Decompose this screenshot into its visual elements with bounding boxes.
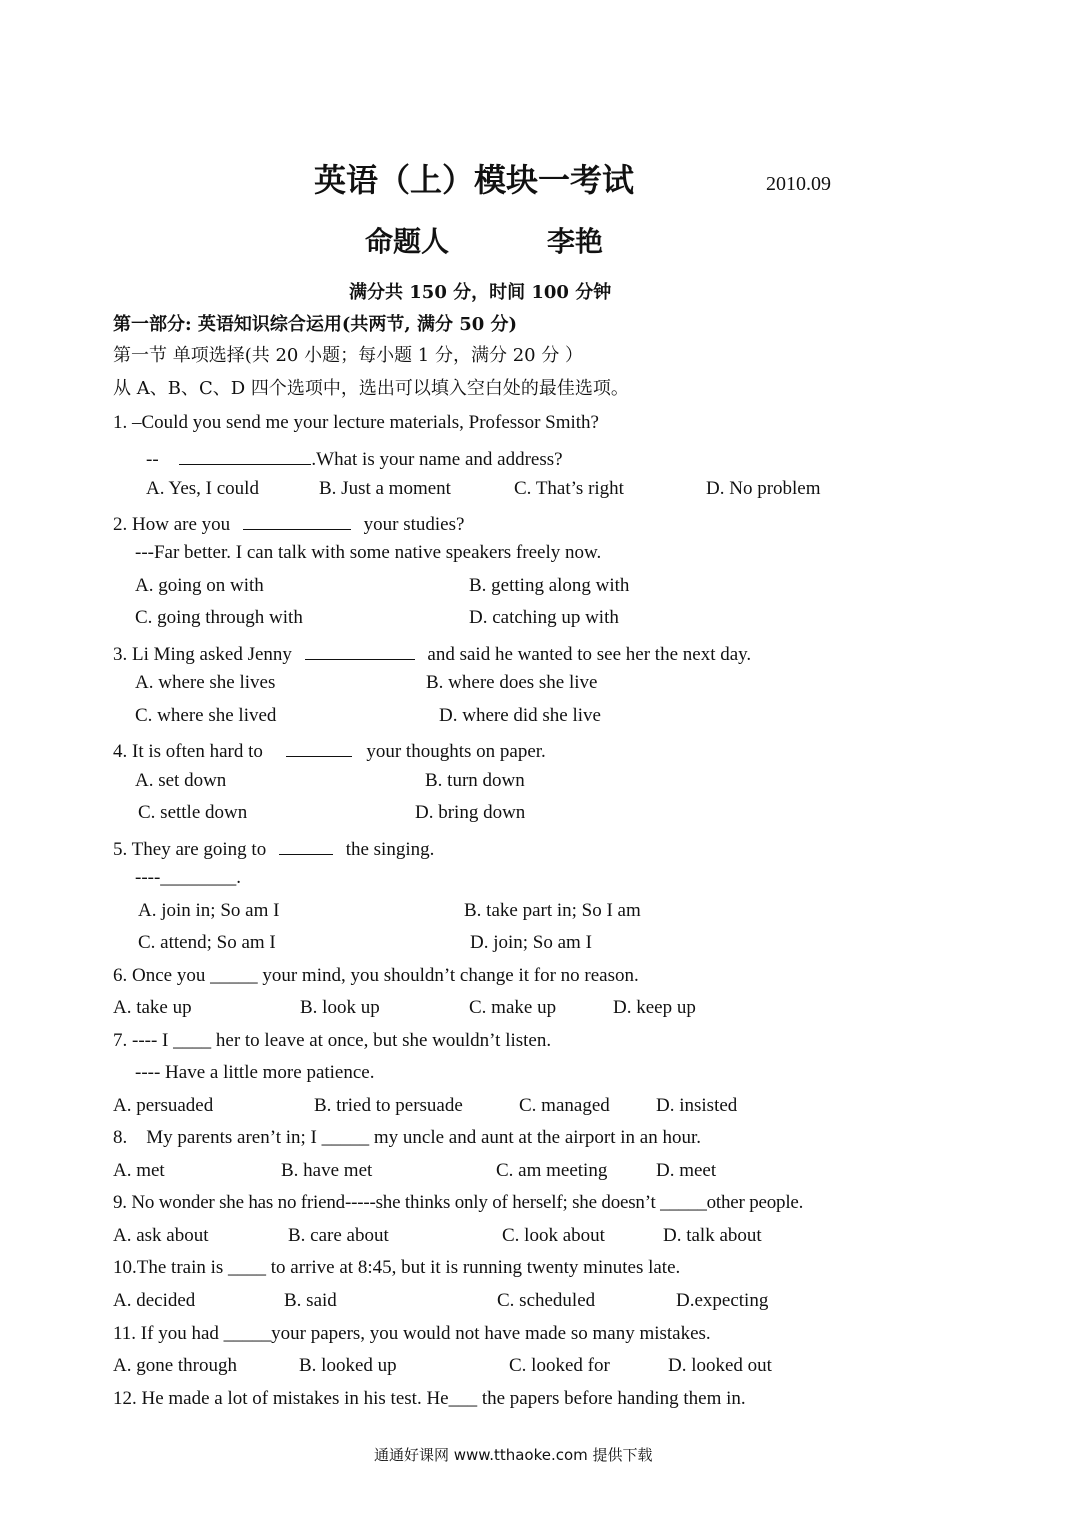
page-title: 英语（上）模块一考试 xyxy=(314,161,635,199)
answer-blank xyxy=(179,446,311,465)
q3-option-c: C. where she lived xyxy=(135,705,277,726)
stem-suffix: your thoughts on paper. xyxy=(366,741,546,762)
q5-option-b: B. take part in; So I am xyxy=(464,900,641,921)
q1-option-a: A. Yes, I could xyxy=(146,478,259,499)
answer-blank xyxy=(305,641,415,660)
part1-heading: 第一部分: 英语知识综合运用(共两节, 满分 50 分) xyxy=(113,314,518,335)
q1-option-d: D. No problem xyxy=(706,478,821,499)
q8-option-b: B. have met xyxy=(281,1160,373,1181)
q10-option-b: B. said xyxy=(284,1290,337,1311)
q4-option-d: D. bring down xyxy=(415,802,526,823)
answer-blank xyxy=(243,511,351,530)
q11-option-a: A. gone through xyxy=(113,1355,238,1376)
q5-option-d: D. join; So am I xyxy=(470,932,592,953)
question-5-stem xyxy=(113,836,434,859)
q9-option-c: C. look about xyxy=(502,1225,605,1246)
question-12-stem: 12. He made a lot of mistakes in his test. He___ the papers before handing them in. xyxy=(113,1388,746,1409)
q7-option-d: D. insisted xyxy=(656,1095,738,1116)
question-4-stem xyxy=(113,738,546,761)
q3-option-b: B. where does she live xyxy=(426,672,598,693)
q6-option-b: B. look up xyxy=(300,997,380,1018)
author-name: 李艳 xyxy=(547,225,604,258)
q6-option-c: C. make up xyxy=(469,997,557,1018)
q5-option-a: A. join in; So am I xyxy=(138,900,280,921)
q2-option-a: A. going on with xyxy=(135,575,264,596)
q7-option-c: C. managed xyxy=(519,1095,610,1116)
stem-prefix: 2. How are you xyxy=(113,514,231,535)
answer-blank xyxy=(286,738,352,757)
q3-option-a: A. where she lives xyxy=(135,672,276,693)
question-7-stem: 7. ---- I ____ her to leave at once, but she wouldn’t listen. xyxy=(113,1030,552,1051)
q11-option-b: B. looked up xyxy=(299,1355,397,1376)
q10-option-c: C. scheduled xyxy=(497,1290,596,1311)
q8-option-d: D. meet xyxy=(656,1160,717,1181)
question-3-stem xyxy=(113,641,751,664)
q10-option-a: A. decided xyxy=(113,1290,196,1311)
section1-heading: 第一节 单项选择(共 20 小题；每小题 1 分，满分 20 分 ） xyxy=(113,345,584,366)
q2-option-b: B. getting along with xyxy=(469,575,630,596)
q2-option-c: C. going through with xyxy=(135,607,303,628)
question-10-stem: 10.The train is ____ to arrive at 8:45, but it is running twenty minutes late. xyxy=(113,1257,681,1278)
question-1-reply xyxy=(146,446,563,469)
score-info: 满分共 150 分，时间 100 分钟 xyxy=(349,282,612,303)
q9-option-d: D. talk about xyxy=(663,1225,762,1246)
q6-option-d: D. keep up xyxy=(613,997,696,1018)
question-11-stem: 11. If you had _____your papers, you would not have made so many mistakes. xyxy=(113,1323,711,1344)
q7-option-b: B. tried to persuade xyxy=(314,1095,463,1116)
question-2-reply: ---Far better. I can talk with some native speakers freely now. xyxy=(135,542,602,563)
q8-option-c: C. am meeting xyxy=(496,1160,608,1181)
instruction: 从 A、B、C、D 四个选项中，选出可以填入空白处的最佳选项。 xyxy=(113,378,629,399)
exam-date: 2010.09 xyxy=(766,173,831,195)
question-1-stem: 1. –Could you send me your lecture materials, Professor Smith? xyxy=(113,412,599,433)
answer-blank xyxy=(279,836,333,855)
question-9-stem: 9. No wonder she has no friend-----she thinks only of herself; she doesn’t _____other people. xyxy=(113,1192,804,1213)
q3-option-d: D. where did she live xyxy=(439,705,601,726)
question-6-stem: 6. Once you _____ your mind, you shouldn’t change it for no reason. xyxy=(113,965,639,986)
q5-option-c: C. attend; So am I xyxy=(138,932,276,953)
q7-option-a: A. persuaded xyxy=(113,1095,214,1116)
q4-option-a: A. set down xyxy=(135,770,227,791)
q9-option-a: A. ask about xyxy=(113,1225,209,1246)
footer-text: 通通好课网 www.tthaoke.com 提供下载 xyxy=(374,1446,653,1464)
question-5-reply: ----________. xyxy=(135,867,242,888)
question-7-reply: ---- Have a little more patience. xyxy=(135,1062,375,1083)
question-8-stem: 8. My parents aren’t in; I _____ my uncle and aunt at the airport in an hour. xyxy=(113,1127,701,1148)
q6-option-a: A. take up xyxy=(113,997,192,1018)
stem-prefix: 5. They are going to xyxy=(113,839,267,860)
author-label: 命题人 xyxy=(365,225,450,258)
stem-suffix: the singing. xyxy=(345,839,435,860)
q9-option-b: B. care about xyxy=(288,1225,389,1246)
q1-option-c: C. That’s right xyxy=(514,478,624,499)
q8-option-a: A. met xyxy=(113,1160,165,1181)
q10-option-d: D.expecting xyxy=(676,1290,769,1311)
stem-suffix: and said he wanted to see her the next day. xyxy=(427,644,752,665)
q11-option-c: C. looked for xyxy=(509,1355,610,1376)
q4-option-b: B. turn down xyxy=(425,770,525,791)
q4-option-c: C. settle down xyxy=(138,802,248,823)
question-2-stem xyxy=(113,511,464,534)
q2-option-d: D. catching up with xyxy=(469,607,619,628)
q11-option-d: D. looked out xyxy=(668,1355,772,1376)
stem-prefix: 4. It is often hard to xyxy=(113,741,263,762)
stem-suffix: your studies? xyxy=(363,514,465,535)
q1-option-b: B. Just a moment xyxy=(319,478,451,499)
reply-suffix: .What is your name and address? xyxy=(311,449,563,470)
stem-prefix: 3. Li Ming asked Jenny xyxy=(113,644,292,665)
reply-prefix: -- xyxy=(146,449,159,470)
